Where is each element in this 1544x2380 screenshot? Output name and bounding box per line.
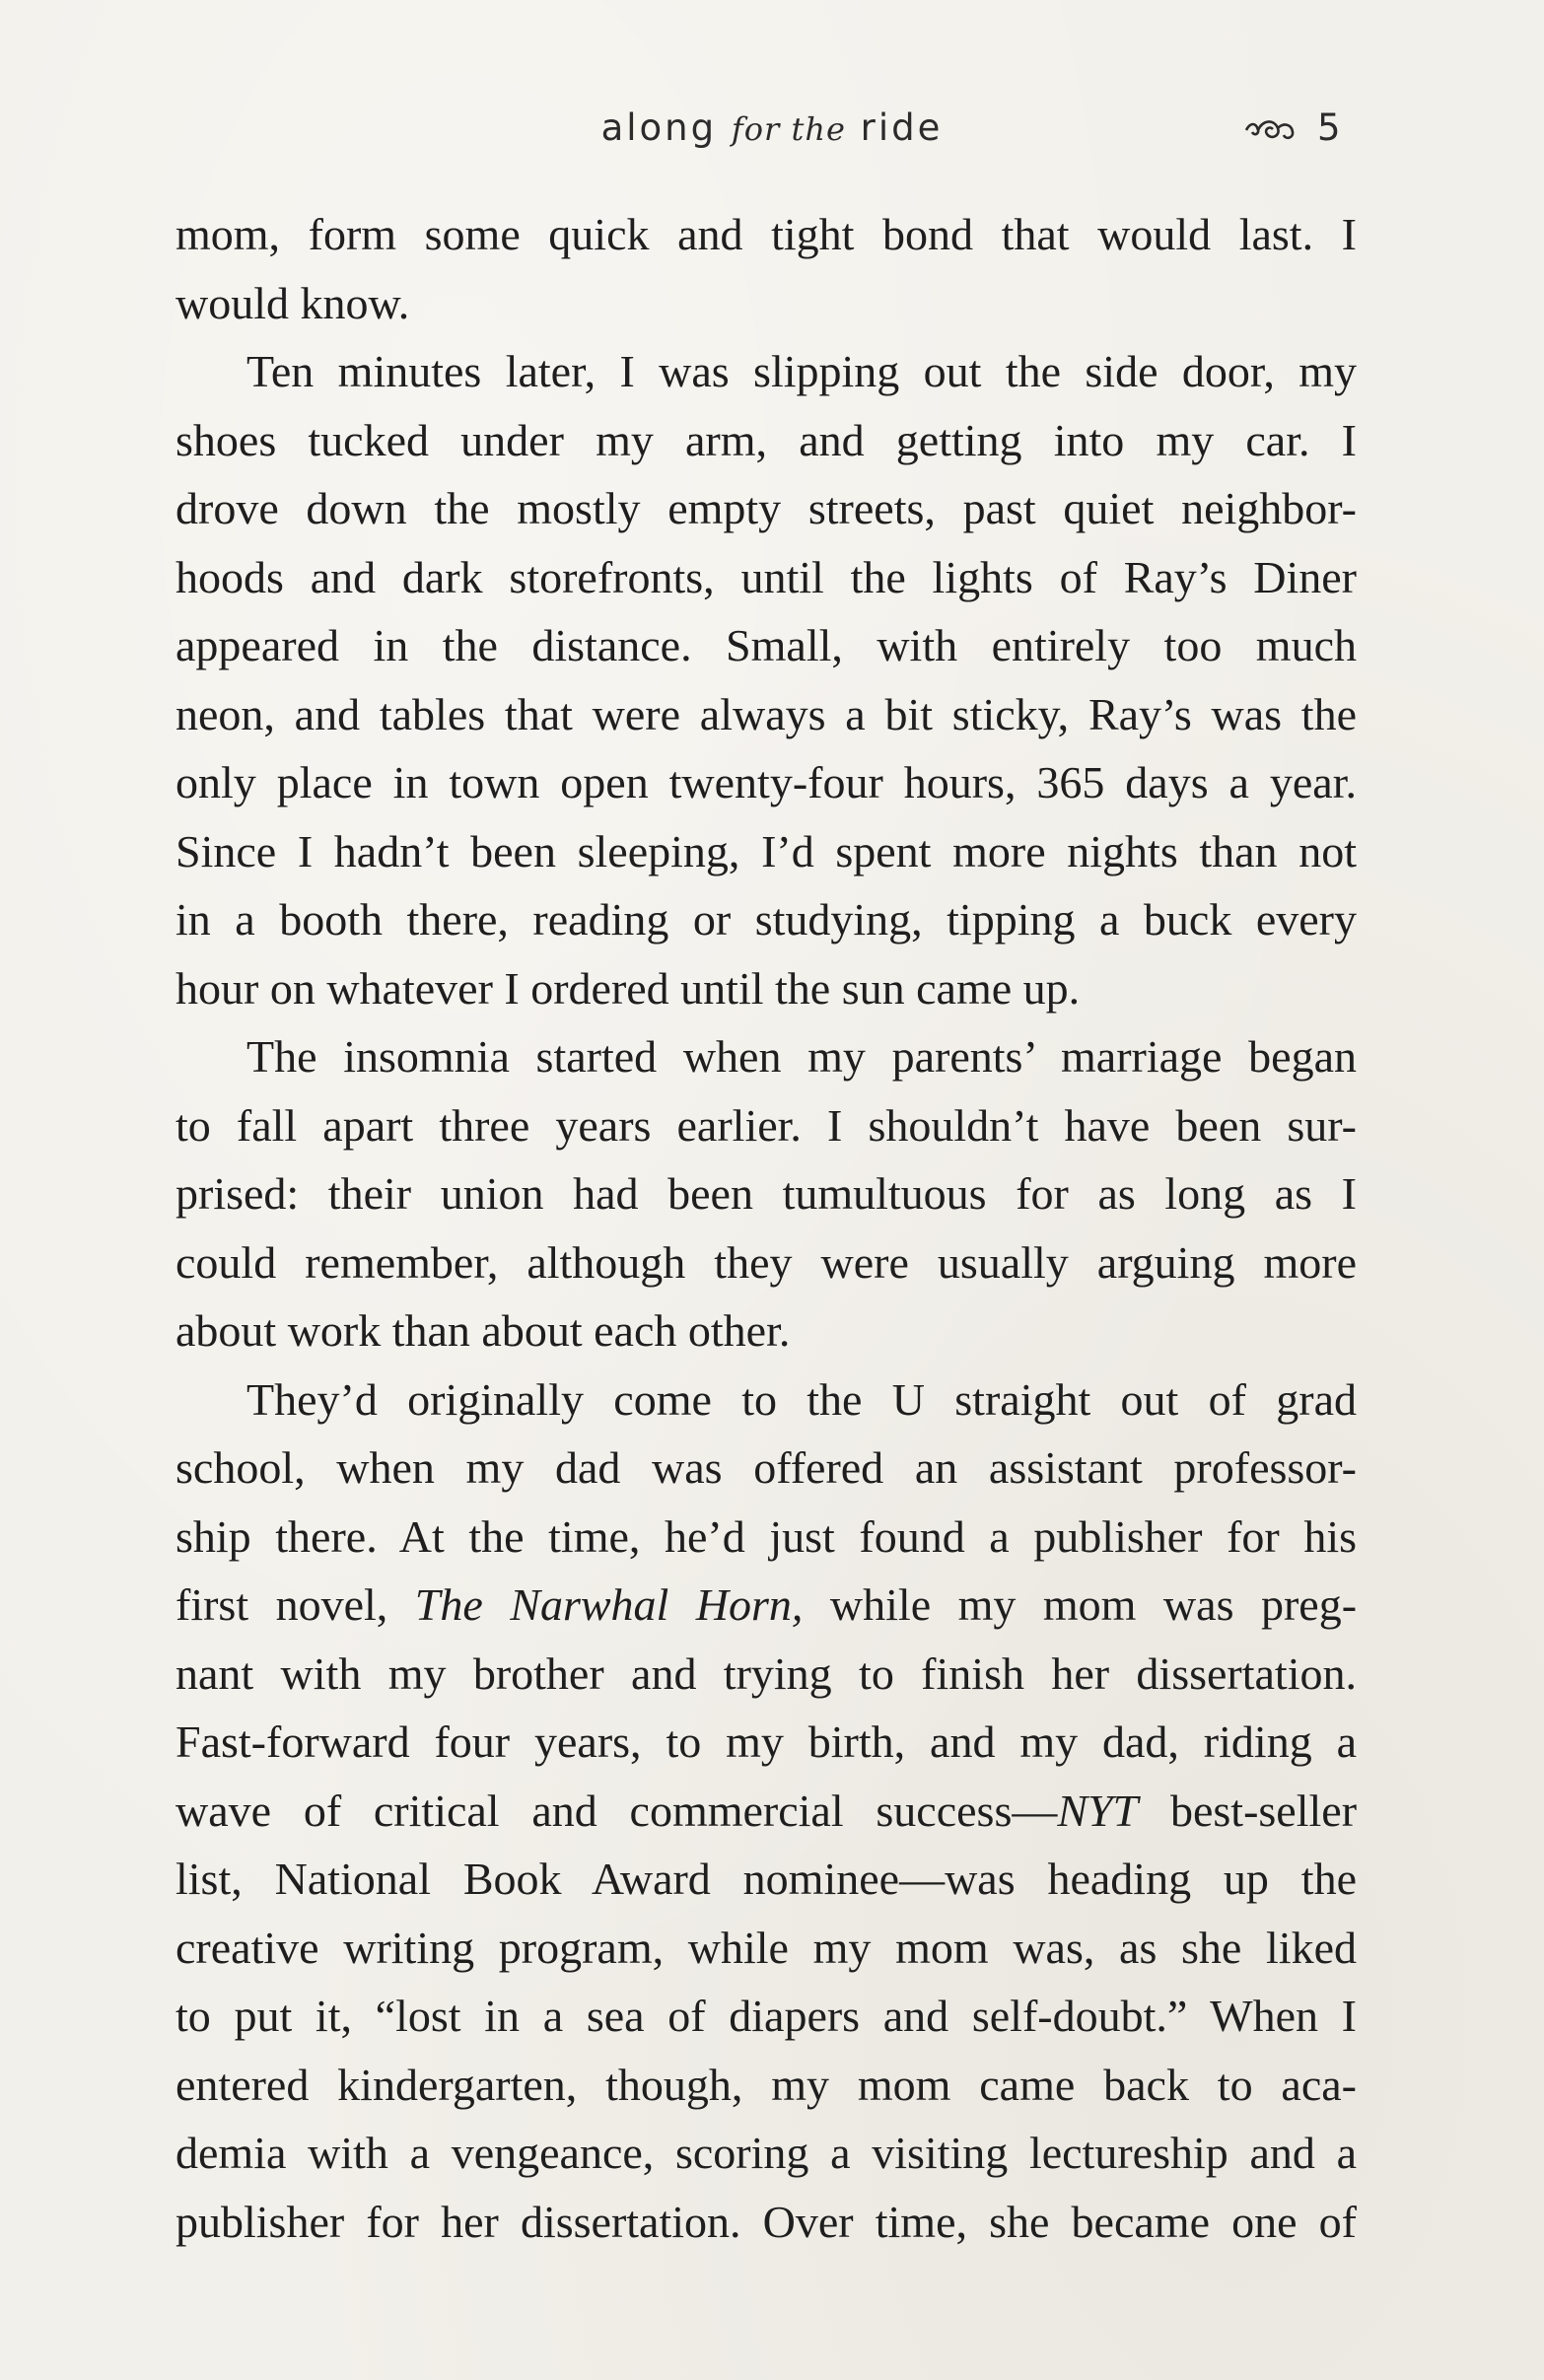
text-line: entered kindergarten, though, my mom came back to aca- [175, 2059, 1357, 2110]
book-title-italic: The Narwhal Horn, [414, 1579, 804, 1630]
running-title [0, 106, 1544, 149]
text-line: drove down the mostly empty streets, past quiet neighbor- [175, 483, 1357, 533]
text-line: creative writing program, while my mom was, as she liked [175, 1922, 1357, 1973]
text-line: demia with a vengeance, scoring a visiting lectureship and a [175, 2128, 1357, 2178]
text-line: hoods and dark storefronts, until the lights of Ray’s Diner [175, 551, 1357, 602]
text-line: Fast-forward four years, to my birth, and my dad, riding a [175, 1716, 1357, 1767]
text-line: list, National Book Award nominee—was heading up the [175, 1854, 1357, 1904]
text-line: would know. [175, 277, 410, 328]
text-line: in a booth there, reading or studying, tipping a buck every [175, 894, 1357, 945]
text-line: school, when my dad was offered an assistant professor- [175, 1442, 1357, 1493]
text-line: only place in town open twenty-four hours, 365 days a year. [175, 757, 1357, 807]
title-part1: along [600, 106, 718, 149]
text-line: prised: their union had been tumultuous for as long as I [175, 1168, 1357, 1219]
fleuron-ornament-icon [1244, 110, 1296, 146]
title-italic: for the [731, 110, 846, 148]
text-line: neon, and tables that were always a bit sticky, Ray’s was the [175, 688, 1357, 739]
running-header [0, 106, 1544, 166]
page-number: 5 [1317, 106, 1341, 149]
text-line: mom, form some quick and tight bond that would last. I [175, 209, 1357, 259]
text-line: Ten minutes later, I was slipping out the side door, my [246, 346, 1357, 396]
text-line: appeared in the distance. Small, with entirely too much [175, 620, 1357, 670]
text-line: The insomnia started when my parents’ marriage began [246, 1031, 1357, 1082]
text-line: wave of critical and commercial success—NYT best-seller [175, 1785, 1358, 1836]
text-line: could remember, although they were usually arguing more [175, 1236, 1357, 1288]
text-line: ship there. At the time, he’d just found a publisher for his [175, 1510, 1357, 1562]
text-line: first novel, The Narwhal Horn, while my mom was preg- [175, 1579, 1358, 1630]
text-line: to fall apart three years earlier. I shouldn’t have been sur- [175, 1099, 1357, 1151]
title-part2: ride [860, 106, 944, 149]
text-line: about work than about each other. [175, 1305, 791, 1356]
text-line: nant with my brother and trying to finish her dissertation. [175, 1647, 1357, 1699]
text-line: Since I hadn’t been sleeping, I’d spent more nights than not [175, 825, 1357, 876]
text-line: shoes tucked under my arm, and getting into my car. I [175, 414, 1357, 465]
nyt-italic: NYT [1057, 1785, 1139, 1836]
body-text [175, 200, 1357, 2256]
text-line: to put it, “lost in a sea of diapers and self-doubt.” When I [175, 1991, 1357, 2041]
text-line: publisher for her dissertation. Over time, she became one of [175, 2196, 1357, 2247]
text-line: hour on whatever I ordered until the sun came up. [175, 962, 1081, 1014]
text-line: They’d originally come to the U straight out of grad [246, 1373, 1357, 1425]
